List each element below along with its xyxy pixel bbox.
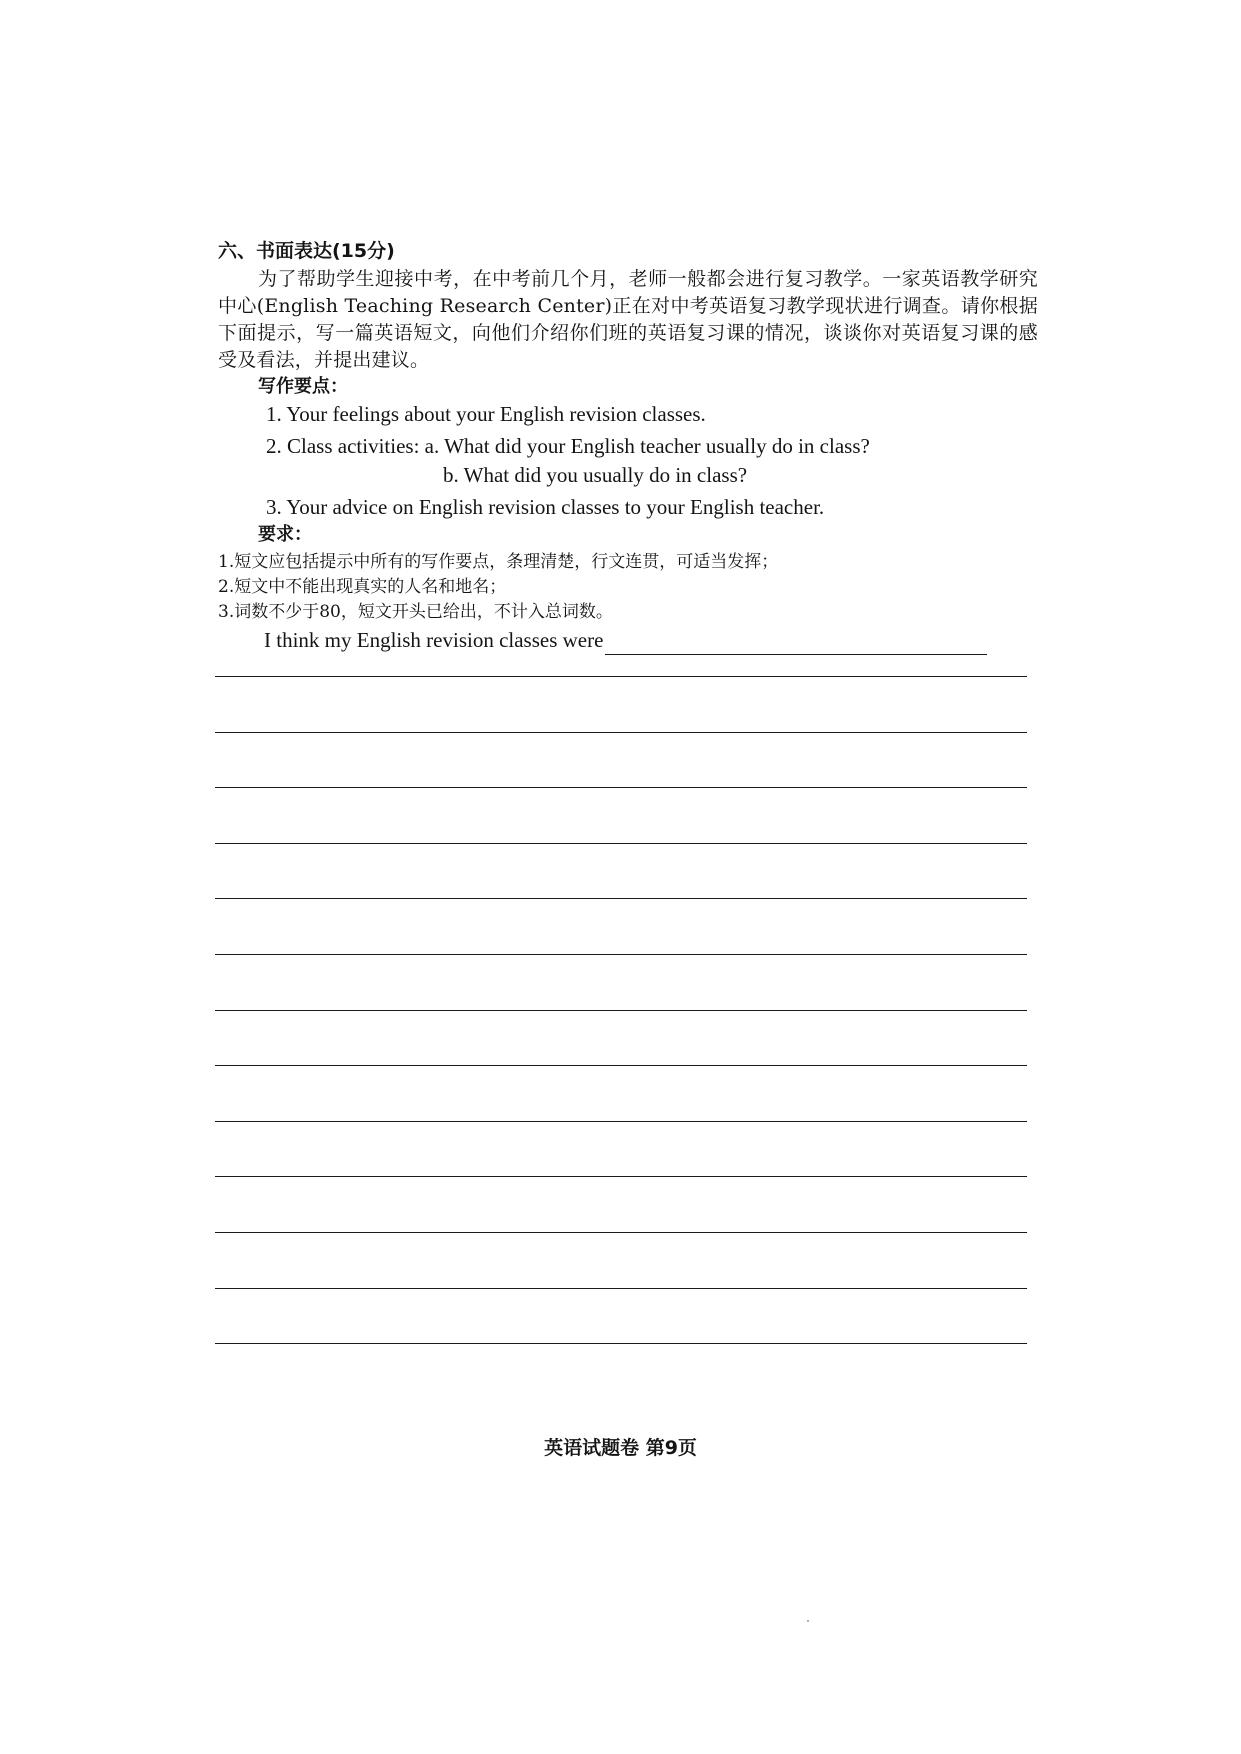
- requirement-item: 1.短文应包括提示中所有的写作要点，条理清楚，行文连贯，可适当发挥；: [218, 552, 779, 572]
- answer-line[interactable]: [215, 898, 1027, 899]
- instructions-paragraph: 为了帮助学生迎接中考，在中考前几个月，老师一般都会进行复习教学。一家英语教学研究中心(English Teaching Research Center)正在对中考英语复习教学现状进行调查。请你根据下面提示，写一篇英语短文，向他们介绍你们班的英语复习课的情况，谈谈你对英语复习课的感受及看法，并提出建议。: [218, 268, 1038, 371]
- requirement-item: 3.词数不少于80，短文开头已给出，不计入总词数。: [218, 602, 613, 622]
- answer-line[interactable]: [215, 843, 1027, 844]
- answer-line[interactable]: [215, 787, 1027, 788]
- answer-line[interactable]: [215, 1121, 1027, 1122]
- answer-line[interactable]: [215, 732, 1027, 733]
- answer-line[interactable]: [215, 1288, 1027, 1289]
- answer-line[interactable]: [215, 1176, 1027, 1177]
- page-footer: 英语试题卷 第9页: [544, 1437, 697, 1459]
- answer-line[interactable]: [215, 954, 1027, 955]
- answer-line[interactable]: [215, 1232, 1027, 1233]
- writing-points-list: [218, 400, 1038, 522]
- answer-line[interactable]: [215, 1343, 1027, 1344]
- essay-starter-text: I think my English revision classes were: [264, 628, 604, 652]
- writing-point: 1. Your feelings about your English revision classes.: [266, 402, 706, 426]
- answer-line[interactable]: [215, 1010, 1027, 1011]
- answer-line[interactable]: [215, 676, 1027, 677]
- writing-point: 2. Class activities: a. What did your English teacher usually do in class?: [266, 434, 870, 458]
- answer-lines: [215, 676, 1027, 1399]
- section-title: 六、书面表达(15分): [218, 240, 395, 262]
- writing-point-sub: b. What did you usually do in class?: [443, 463, 748, 487]
- writing-points-heading: 写作要点：: [258, 376, 348, 397]
- writing-section: [218, 238, 1038, 655]
- answer-line[interactable]: [215, 1065, 1027, 1066]
- starter-blank-line[interactable]: [605, 632, 987, 655]
- writing-point: 3. Your advice on English revision classes to your English teacher.: [266, 495, 825, 519]
- essay-starter: [264, 626, 1038, 655]
- requirement-item: 2.短文中不能出现真实的人名和地名；: [218, 577, 507, 597]
- requirements-heading: 要求：: [258, 524, 312, 545]
- scan-speck: [807, 1620, 809, 1622]
